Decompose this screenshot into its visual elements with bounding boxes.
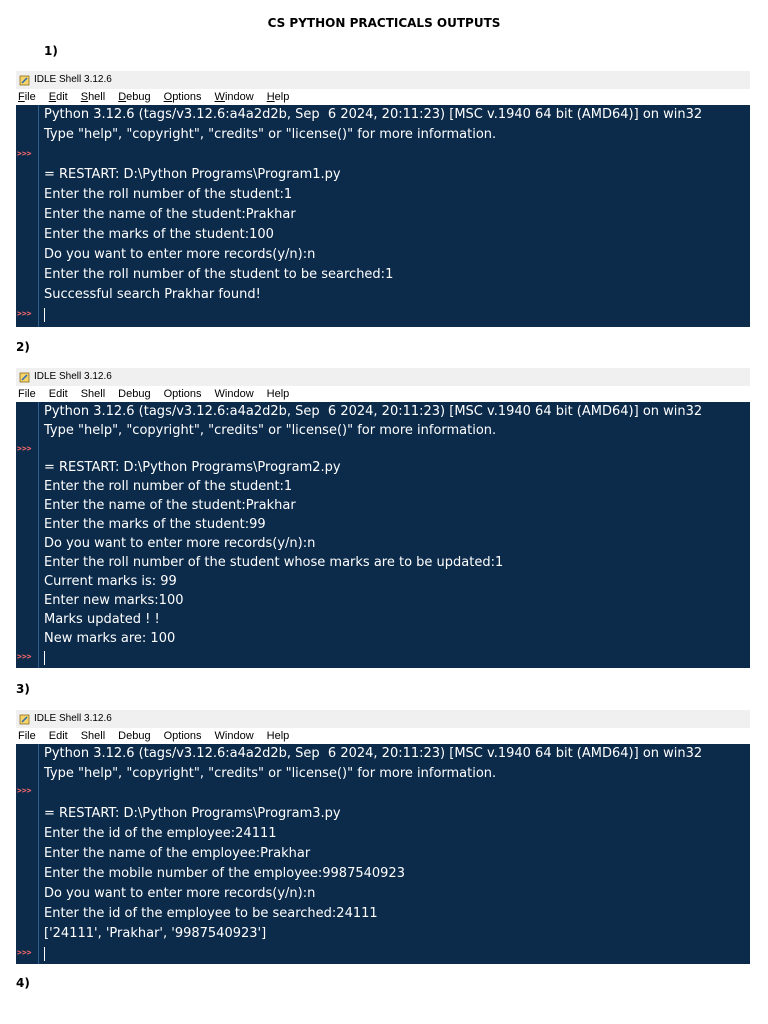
menu-file[interactable]: File (18, 388, 36, 400)
shell-line: = RESTART: D:\Python Programs\Program2.py (44, 460, 341, 475)
shell-line: Current marks is: 99 (44, 574, 177, 589)
shell-prompt: >>> (17, 652, 32, 661)
shell-line: Python 3.12.6 (tags/v3.12.6:a4a2d2b, Sep 6 2024, 20:11:23) [MSC v.1940 64 bit (AMD64)] on win32 (44, 404, 703, 419)
shell-line: = RESTART: D:\Python Programs\Program1.py (44, 167, 341, 182)
shell-line: Enter the name of the student:Prakhar (44, 498, 296, 513)
menu-options[interactable]: Options (163, 91, 202, 103)
menu-edit[interactable]: Edit (48, 388, 68, 400)
window-titlebar (16, 368, 750, 386)
shell-lines (39, 105, 750, 327)
shell-sidebar (16, 105, 39, 327)
shell-prompt: >>> (17, 149, 32, 158)
menu-edit[interactable]: Edit (48, 730, 68, 742)
menu-help[interactable]: Help (266, 730, 290, 742)
menu-window[interactable]: Window (214, 91, 254, 103)
shell-output-area[interactable] (16, 744, 750, 964)
shell-output-area[interactable] (16, 402, 750, 668)
menu-debug[interactable]: Debug (118, 91, 151, 103)
shell-line: Enter the roll number of the student:1 (44, 479, 293, 494)
window-titlebar (16, 710, 750, 728)
menu-shell[interactable]: Shell (80, 388, 106, 400)
window-title: IDLE Shell 3.12.6 (34, 371, 112, 382)
window-titlebar (16, 71, 750, 89)
shell-line: Enter the roll number of the student:1 (44, 187, 293, 202)
shell-line: Enter the id of the employee to be searched:24111 (44, 906, 378, 921)
shell-line (44, 145, 750, 165)
shell-line: Enter the id of the employee:24111 (44, 826, 277, 841)
menu-help[interactable]: Help (266, 388, 290, 400)
shell-line: Enter new marks:100 (44, 593, 184, 608)
section-label-2: 2) (16, 340, 30, 354)
text-cursor (44, 947, 45, 961)
shell-line: Successful search Prakhar found! (44, 287, 261, 302)
shell-line: New marks are: 100 (44, 631, 176, 646)
shell-sidebar (16, 744, 39, 964)
text-cursor (44, 308, 45, 322)
section-label-4: 4) (16, 976, 30, 990)
shell-input-line[interactable] (44, 648, 750, 667)
shell-line: Python 3.12.6 (tags/v3.12.6:a4a2d2b, Sep 6 2024, 20:11:23) [MSC v.1940 64 bit (AMD64)] on win32 (44, 746, 703, 761)
shell-prompt: >>> (17, 948, 32, 957)
shell-line: Enter the roll number of the student whose marks are to be updated:1 (44, 555, 504, 570)
shell-line: Do you want to enter more records(y/n):n (44, 886, 316, 901)
menu-debug[interactable]: Debug (118, 730, 151, 742)
shell-line: Enter the marks of the student:99 (44, 517, 266, 532)
menu-bar (16, 728, 750, 744)
shell-line: Do you want to enter more records(y/n):n (44, 536, 316, 551)
menu-bar (16, 386, 750, 402)
shell-output-area[interactable] (16, 105, 750, 327)
shell-line: Enter the name of the employee:Prakhar (44, 846, 311, 861)
menu-file[interactable]: File (18, 730, 36, 742)
idle-window-1 (16, 71, 750, 327)
idle-window-3 (16, 710, 750, 964)
window-title: IDLE Shell 3.12.6 (34, 713, 112, 724)
idle-app-icon (19, 75, 30, 86)
shell-line: ['24111', 'Prakhar', '9987540923'] (44, 926, 267, 941)
shell-line: Type "help", "copyright", "credits" or "license()" for more information. (44, 766, 497, 781)
shell-lines (39, 402, 750, 668)
shell-line: Enter the name of the student:Prakhar (44, 207, 296, 222)
menu-shell[interactable]: Shell (80, 730, 106, 742)
shell-line: Type "help", "copyright", "credits" or "license()" for more information. (44, 423, 497, 438)
menu-file[interactable]: File (18, 91, 36, 103)
menu-help[interactable]: Help (266, 91, 290, 103)
shell-line: Enter the mobile number of the employee:9987540923 (44, 866, 405, 881)
shell-line: Python 3.12.6 (tags/v3.12.6:a4a2d2b, Sep 6 2024, 20:11:23) [MSC v.1940 64 bit (AMD64)] on win32 (44, 107, 703, 122)
section-label-1: 1) (44, 44, 58, 58)
shell-lines (39, 744, 750, 964)
idle-app-icon (19, 714, 30, 725)
menu-debug[interactable]: Debug (118, 388, 151, 400)
shell-line: = RESTART: D:\Python Programs\Program3.py (44, 806, 341, 821)
menu-bar (16, 89, 750, 105)
menu-edit[interactable]: Edit (48, 91, 68, 103)
idle-window-2 (16, 368, 750, 668)
menu-window[interactable]: Window (214, 730, 254, 742)
document-title: CS PYTHON PRACTICALS OUTPUTS (267, 16, 501, 30)
shell-line: Marks updated ! ! (44, 612, 160, 627)
shell-line: Type "help", "copyright", "credits" or "license()" for more information. (44, 127, 497, 142)
window-title: IDLE Shell 3.12.6 (34, 74, 112, 85)
shell-prompt: >>> (17, 444, 32, 453)
shell-line (44, 440, 750, 458)
section-label-3: 3) (16, 682, 30, 696)
shell-line: Do you want to enter more records(y/n):n (44, 247, 316, 262)
shell-sidebar (16, 402, 39, 668)
menu-options[interactable]: Options (163, 730, 202, 742)
shell-prompt: >>> (17, 786, 32, 795)
shell-line (44, 784, 750, 804)
shell-input-line[interactable] (44, 944, 750, 964)
shell-input-line[interactable] (44, 305, 750, 325)
text-cursor (44, 651, 45, 665)
menu-shell[interactable]: Shell (80, 91, 106, 103)
menu-options[interactable]: Options (163, 388, 202, 400)
menu-window[interactable]: Window (214, 388, 254, 400)
idle-app-icon (19, 372, 30, 383)
shell-prompt: >>> (17, 309, 32, 318)
shell-line: Enter the roll number of the student to be searched:1 (44, 267, 394, 282)
shell-line: Enter the marks of the student:100 (44, 227, 274, 242)
